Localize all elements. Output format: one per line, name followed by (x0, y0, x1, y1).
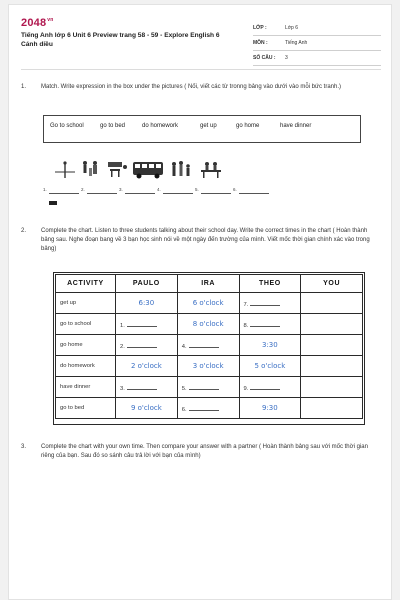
ira-cell: 6 o'clock (177, 293, 239, 314)
table-row (56, 356, 363, 377)
col-paulo: PAULO (116, 275, 178, 293)
word-get-up: get up (200, 123, 217, 129)
you-answer-cell[interactable] (301, 398, 363, 419)
picture-blank-6[interactable]: 6. (239, 187, 269, 194)
site-logo[interactable]: $2048^{vn}$ (21, 17, 54, 29)
ira-answer-blank[interactable]: 6. (177, 398, 239, 419)
table-row (56, 293, 363, 314)
word-do-homework: do homework (142, 123, 179, 129)
word-have-dinner: have dinner (280, 123, 312, 129)
you-answer-cell[interactable] (301, 377, 363, 398)
col-you: YOU (301, 275, 363, 293)
table-row (56, 398, 363, 419)
theo-cell: 9:30 (239, 398, 301, 419)
picture-blank-5[interactable]: 5. (201, 187, 231, 194)
ira-answer-blank[interactable]: 5. (177, 377, 239, 398)
you-answer-cell[interactable] (301, 335, 363, 356)
word-go-home: go home (236, 123, 260, 129)
meta-class: LỚP : Lớp 6 (253, 21, 381, 36)
picture-answer-blanks (43, 187, 249, 197)
picture-blank-2[interactable]: 2. (87, 187, 117, 194)
table-row (56, 314, 363, 335)
picture-blank-1[interactable]: 1. (49, 187, 79, 194)
table-row (56, 377, 363, 398)
activity-cell: get up (56, 293, 116, 314)
you-answer-cell[interactable] (301, 356, 363, 377)
meta-subject: MÔN : Tiếng Anh (253, 36, 381, 51)
chart-header-row (56, 275, 363, 293)
ira-answer-blank[interactable]: 4. (177, 335, 239, 356)
theo-cell: 3:30 (239, 335, 301, 356)
activity-cell: do homework (56, 356, 116, 377)
paulo-answer-blank[interactable]: 2. (116, 335, 178, 356)
picture-blank-4[interactable]: 4. (163, 187, 193, 194)
paulo-answer-blank[interactable]: 3. (116, 377, 178, 398)
people-walking-icon (79, 158, 103, 180)
bus-icon (131, 158, 165, 180)
question-3: 3. Complete the chart with your own time. Then compare your answer with a partner ( Hoàn thành bảng sau với mốc thời gian riêng của bạn. Sau đó so sánh câu trả lời với bạn của mình) (21, 444, 368, 459)
paulo-answer-blank[interactable]: 1. (116, 314, 178, 335)
theo-answer-blank[interactable]: 9. (239, 377, 301, 398)
times-chart (55, 274, 363, 419)
table-row (56, 335, 363, 356)
classroom-icon (105, 158, 129, 180)
word-go-to-bed: go to bed (100, 123, 126, 129)
question-1: 1. Match. Write expression in the box under the pictures ( Nối, viết các từ tronng bảng vào dưới vào mỗi bức tranh.) (21, 84, 342, 90)
theo-answer-blank[interactable]: 7. (239, 293, 301, 314)
activity-cell: go to bed (56, 398, 116, 419)
worksheet-title: Tiếng Anh lớp 6 Unit 6 Preview trang 58 - 59 - Explore English 6 Cánh diều (21, 32, 220, 48)
fence-icon (53, 158, 77, 180)
theo-cell: 5 o'clock (239, 356, 301, 377)
family-icon (169, 158, 195, 180)
you-answer-cell[interactable] (301, 293, 363, 314)
word-box (43, 115, 361, 143)
col-activity: ACTIVITY (56, 275, 116, 293)
you-answer-cell[interactable] (301, 314, 363, 335)
activity-cell: go home (56, 335, 116, 356)
worksheet-page (8, 4, 392, 600)
question-2: 2. Complete the chart. Listen to three students talking about their school day. Write the correct times in the chart ( Hoàn thành bảng sau. Nghe đoạn bang về 3 bạn học sinh nói về một ngày đến trường của mình. Viết mốc thời gian chính xác vào trong bảng) (21, 228, 370, 252)
col-theo: THEO (239, 275, 301, 293)
word-go-to-school: Go to school (50, 123, 84, 129)
picture-blank-3[interactable]: 3. (125, 187, 155, 194)
header-divider (21, 69, 381, 70)
paulo-cell: 9 o'clock (116, 398, 178, 419)
col-ira: IRA (177, 275, 239, 293)
activity-cell: have dinner (56, 377, 116, 398)
theo-answer-blank[interactable]: 8. (239, 314, 301, 335)
meta-question-count: SỐ CÂU : 3 (253, 51, 381, 66)
ira-cell: 3 o'clock (177, 356, 239, 377)
page-marker (49, 201, 57, 205)
worksheet-meta (253, 21, 381, 66)
paulo-cell: 6:30 (116, 293, 178, 314)
picture-strip (53, 158, 243, 184)
dinner-table-icon (199, 158, 223, 180)
paulo-cell: 2 o'clock (116, 356, 178, 377)
activity-cell: go to school (56, 314, 116, 335)
ira-cell: 8 o'clock (177, 314, 239, 335)
